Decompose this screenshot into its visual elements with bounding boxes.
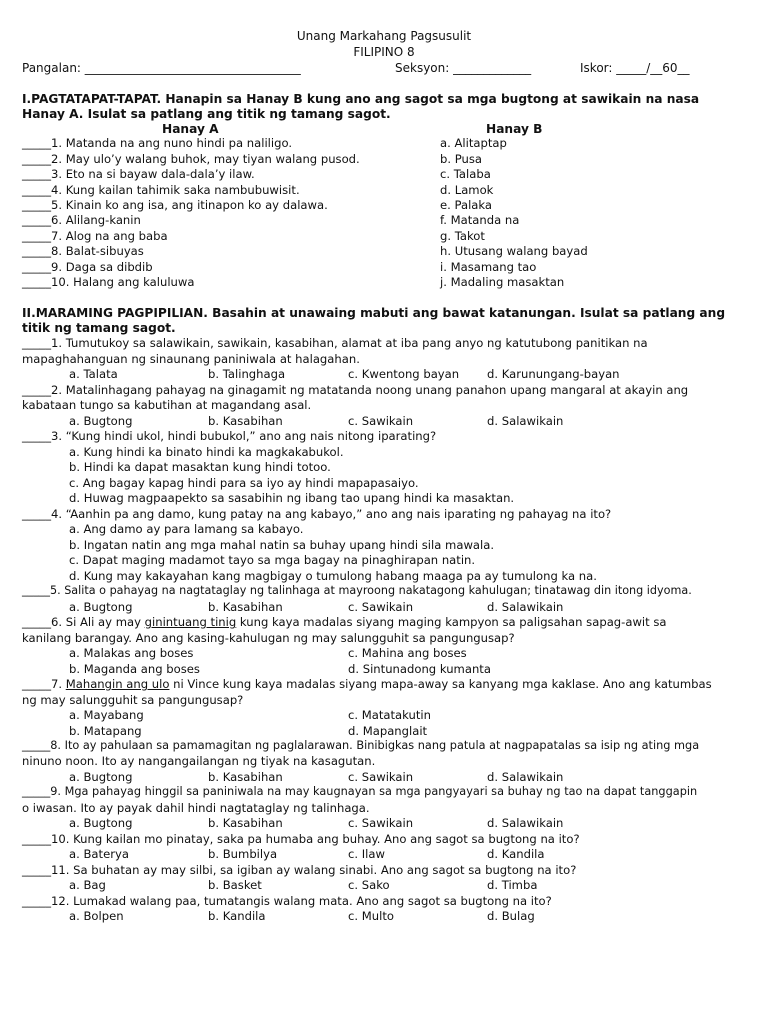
choice-d: d. Karunungang-bayan [487,367,620,381]
choice-d: d. Timba [487,878,538,892]
hanay-b-header: Hanay B [486,122,543,136]
choice-c: c. Matatakutin [348,708,431,722]
hanay-b-item: a. Alitaptap [440,136,507,150]
hanay-b-item: e. Palaka [440,198,493,212]
choice-d: d. Kandila [487,847,545,861]
option-a: a. Kung hindi ka binato hindi ka magkakabukol. [69,445,344,459]
question-11-line1: _____11. Sa buhatan ay may silbi, sa igiban ay walang sinabi. Ano ang sagot sa bugtong na ito? [22,863,577,877]
option-a: a. Ang damo ay para lamang sa kabayo. [69,522,304,536]
name-field-label: Pangalan: ____________________________________ [22,61,301,75]
choice-a: a. Bugtong [69,600,133,614]
hanay-a-item: _____1. Matanda na ang nuno hindi pa naliligo. [22,136,293,150]
choice-a: a. Bugtong [69,816,133,830]
question-8-line1: _____8. Ito ay pahulaan sa pamamagitan ng paglalarawan. Binibigkas nang patula at nagpapatalas sa isip ng ating mga [22,739,700,752]
choice-c: c. Kwentong bayan [348,367,460,381]
choice-d: d. Salawikain [487,600,564,614]
option-c: c. Dapat maging madamot tayo sa mga bagay na pinaghirapan natin. [69,553,476,567]
part1-instruction-line1: I.PAGTATAPAT-TAPAT. Hanapin sa Hanay B kung ano ang sagot sa mga bugtong at sawikain na nasa [22,92,700,106]
option-d: d. Huwag magpaapekto sa sasabihin ng ibang tao upang hindi ka masaktan. [69,491,515,505]
choice-c: c. Sawikain [348,414,414,428]
hanay-a-item: _____2. May ulo’y walang buhok, may tiyan walang pusod. [22,152,360,166]
question-12-line1: _____12. Lumakad walang paa, tumatangis walang mata. Ano ang sagot sa bugtong na ito? [22,894,552,908]
choice-d: d. Bulag [487,909,535,923]
choice-c: c. Mahina ang boses [348,646,467,660]
choice-a: a. Bolpen [69,909,124,923]
hanay-b-item: g. Takot [440,229,485,243]
question-5-line1: _____5. Salita o pahayag na nagtataglay ng talinhaga at mayroong nakatagong kahulugan; tinatawag din itong idyoma. [22,584,692,597]
section-field-label: Seksyon: _____________ [395,61,532,75]
hanay-b-item: f. Matanda na [440,213,520,227]
choice-a: a. Talata [69,367,118,381]
question-7-line1 [22,677,712,691]
question-7-line2: ng may salungguhit sa pangungusap? [22,693,244,707]
choice-c: c. Sawikain [348,770,414,784]
question-6-suffix: kung kaya madalas siyang maging kampyon sa paligsahan sapag-awit sa [236,615,667,629]
choice-a: a. Mayabang [69,708,144,722]
question-9-line1: _____9. Mga pahayag hinggil sa paniniwala na may kaugnayan sa mga pangyayari sa buhay ng tao na dapat tanggapin [22,785,698,798]
exam-title: Unang Markahang Pagsusulit [296,29,472,43]
question-9-line2: o iwasan. Ito ay payak dahil hindi nagtataglay ng talinhaga. [22,801,370,815]
choice-b: b. Kasabihan [208,414,283,428]
part2-instruction-line2: titik ng tamang sagot. [22,321,176,335]
question-2-line1: _____2. Matalinhagang pahayag na ginagamit ng matatanda noong unang panahon upang mangaral at akayin ang [22,383,689,397]
choice-d: d. Sintunadong kumanta [348,662,491,676]
question-1-line2: mapaghahanguan ng sinaunang paniniwala at halagahan. [22,352,360,366]
underlined-phrase: ginintuang tinig [144,615,237,629]
choice-b: b. Basket [208,878,262,892]
choice-d: d. Salawikain [487,816,564,830]
choice-a: a. Bag [69,878,106,892]
exam-subject: FILIPINO 8 [353,45,415,59]
hanay-b-item: j. Madaling masaktan [440,275,565,289]
choice-b: b. Maganda ang boses [69,662,200,676]
hanay-b-item: d. Lamok [440,183,494,197]
hanay-a-item: _____8. Balat-sibuyas [22,244,144,258]
hanay-a-header: Hanay A [162,122,219,136]
choice-b: b. Talinghaga [208,367,286,381]
hanay-a-item: _____4. Kung kailan tahimik saka nambubuwisit. [22,183,300,197]
choice-c: c. Sawikain [348,816,414,830]
question-8-line2: ninuno noon. Ito ay nangangailangan ng tiyak na kasagutan. [22,754,376,768]
choice-b: b. Kandila [208,909,266,923]
choice-b: b. Kasabihan [208,770,283,784]
choice-b: b. Kasabihan [208,600,283,614]
choice-a: a. Malakas ang boses [69,646,194,660]
choice-b: b. Bumbilya [208,847,278,861]
choice-a: a. Baterya [69,847,129,861]
question-7-prefix: _____7. [22,677,66,691]
hanay-a-item: _____10. Halang ang kaluluwa [22,275,195,289]
choice-c: c. Sako [348,878,390,892]
score-field-label: Iskor: _____/__60__ [580,61,690,75]
underlined-phrase: Mahangin ang ulo [65,677,170,691]
choice-a: a. Bugtong [69,414,133,428]
part2-instruction-line1: II.MARAMING PAGPIPILIAN. Basahin at unawaing mabuti ang bawat katanungan. Isulat sa patlang ang [22,306,726,320]
hanay-a-item: _____3. Eto na si bayaw dala-dala’y ilaw. [22,167,255,181]
question-3-line1: _____3. “Kung hindi ukol, hindi bubukol,” ano ang nais nitong iparating? [22,429,437,443]
hanay-b-item: c. Talaba [440,167,491,181]
choice-c: c. Ilaw [348,847,385,861]
hanay-b-item: i. Masamang tao [440,260,537,274]
choice-d: d. Mapanglait [348,724,428,738]
question-6-line1 [22,615,667,629]
choice-d: d. Salawikain [487,414,564,428]
option-b: b. Hindi ka dapat masaktan kung hindi totoo. [69,460,331,474]
choice-b: b. Kasabihan [208,816,283,830]
hanay-a-item: _____6. Alilang-kanin [22,213,141,227]
choice-a: a. Bugtong [69,770,133,784]
option-d: d. Kung may kakayahan kang magbigay o tumulong habang maaga pa ay tumulong ka na. [69,569,597,583]
hanay-b-item: b. Pusa [440,152,483,166]
choice-c: c. Sawikain [348,600,414,614]
question-4-line1: _____4. “Aanhin pa ang damo, kung patay na ang kabayo,” ano ang nais iparating ng pahayag na ito? [22,507,612,521]
choice-c: c. Multo [348,909,394,923]
question-2-line2: kabataan tungo sa kabutihan at magandang asal. [22,398,312,412]
hanay-a-item: _____5. Kinain ko ang isa, ang itinapon ko ay dalawa. [22,198,328,212]
option-b: b. Ingatan natin ang mga mahal natin sa buhay upang hindi sila mawala. [69,538,495,552]
question-6-line2: kanilang barangay. Ano ang kasing-kahulugan ng may salungguhit sa pangungusap? [22,631,515,645]
hanay-a-item: _____7. Alog na ang baba [22,229,168,243]
option-c: c. Ang bagay kapag hindi para sa iyo ay hindi mapapasaiyo. [69,476,419,490]
choice-d: d. Salawikain [487,770,564,784]
question-6-prefix: _____6. Si Ali ay may [22,615,145,629]
part1-instruction-line2: Hanay A. Isulat sa patlang ang titik ng tamang sagot. [22,107,391,121]
choice-b: b. Matapang [69,724,142,738]
question-10-line1: _____10. Kung kailan mo pinatay, saka pa humaba ang buhay. Ano ang sagot sa bugtong na ito? [22,832,580,846]
question-7-suffix: ni Vince kung kaya madalas siyang mapa-away sa kanyang mga kaklase. Ano ang katumbas [169,677,712,691]
hanay-b-item: h. Utusang walang bayad [440,244,588,258]
hanay-a-item: _____9. Daga sa dibdib [22,260,153,274]
question-1-line1: _____1. Tumutukoy sa salawikain, sawikain, kasabihan, alamat at iba pang anyo ng katutubong panitikan na [22,336,648,350]
